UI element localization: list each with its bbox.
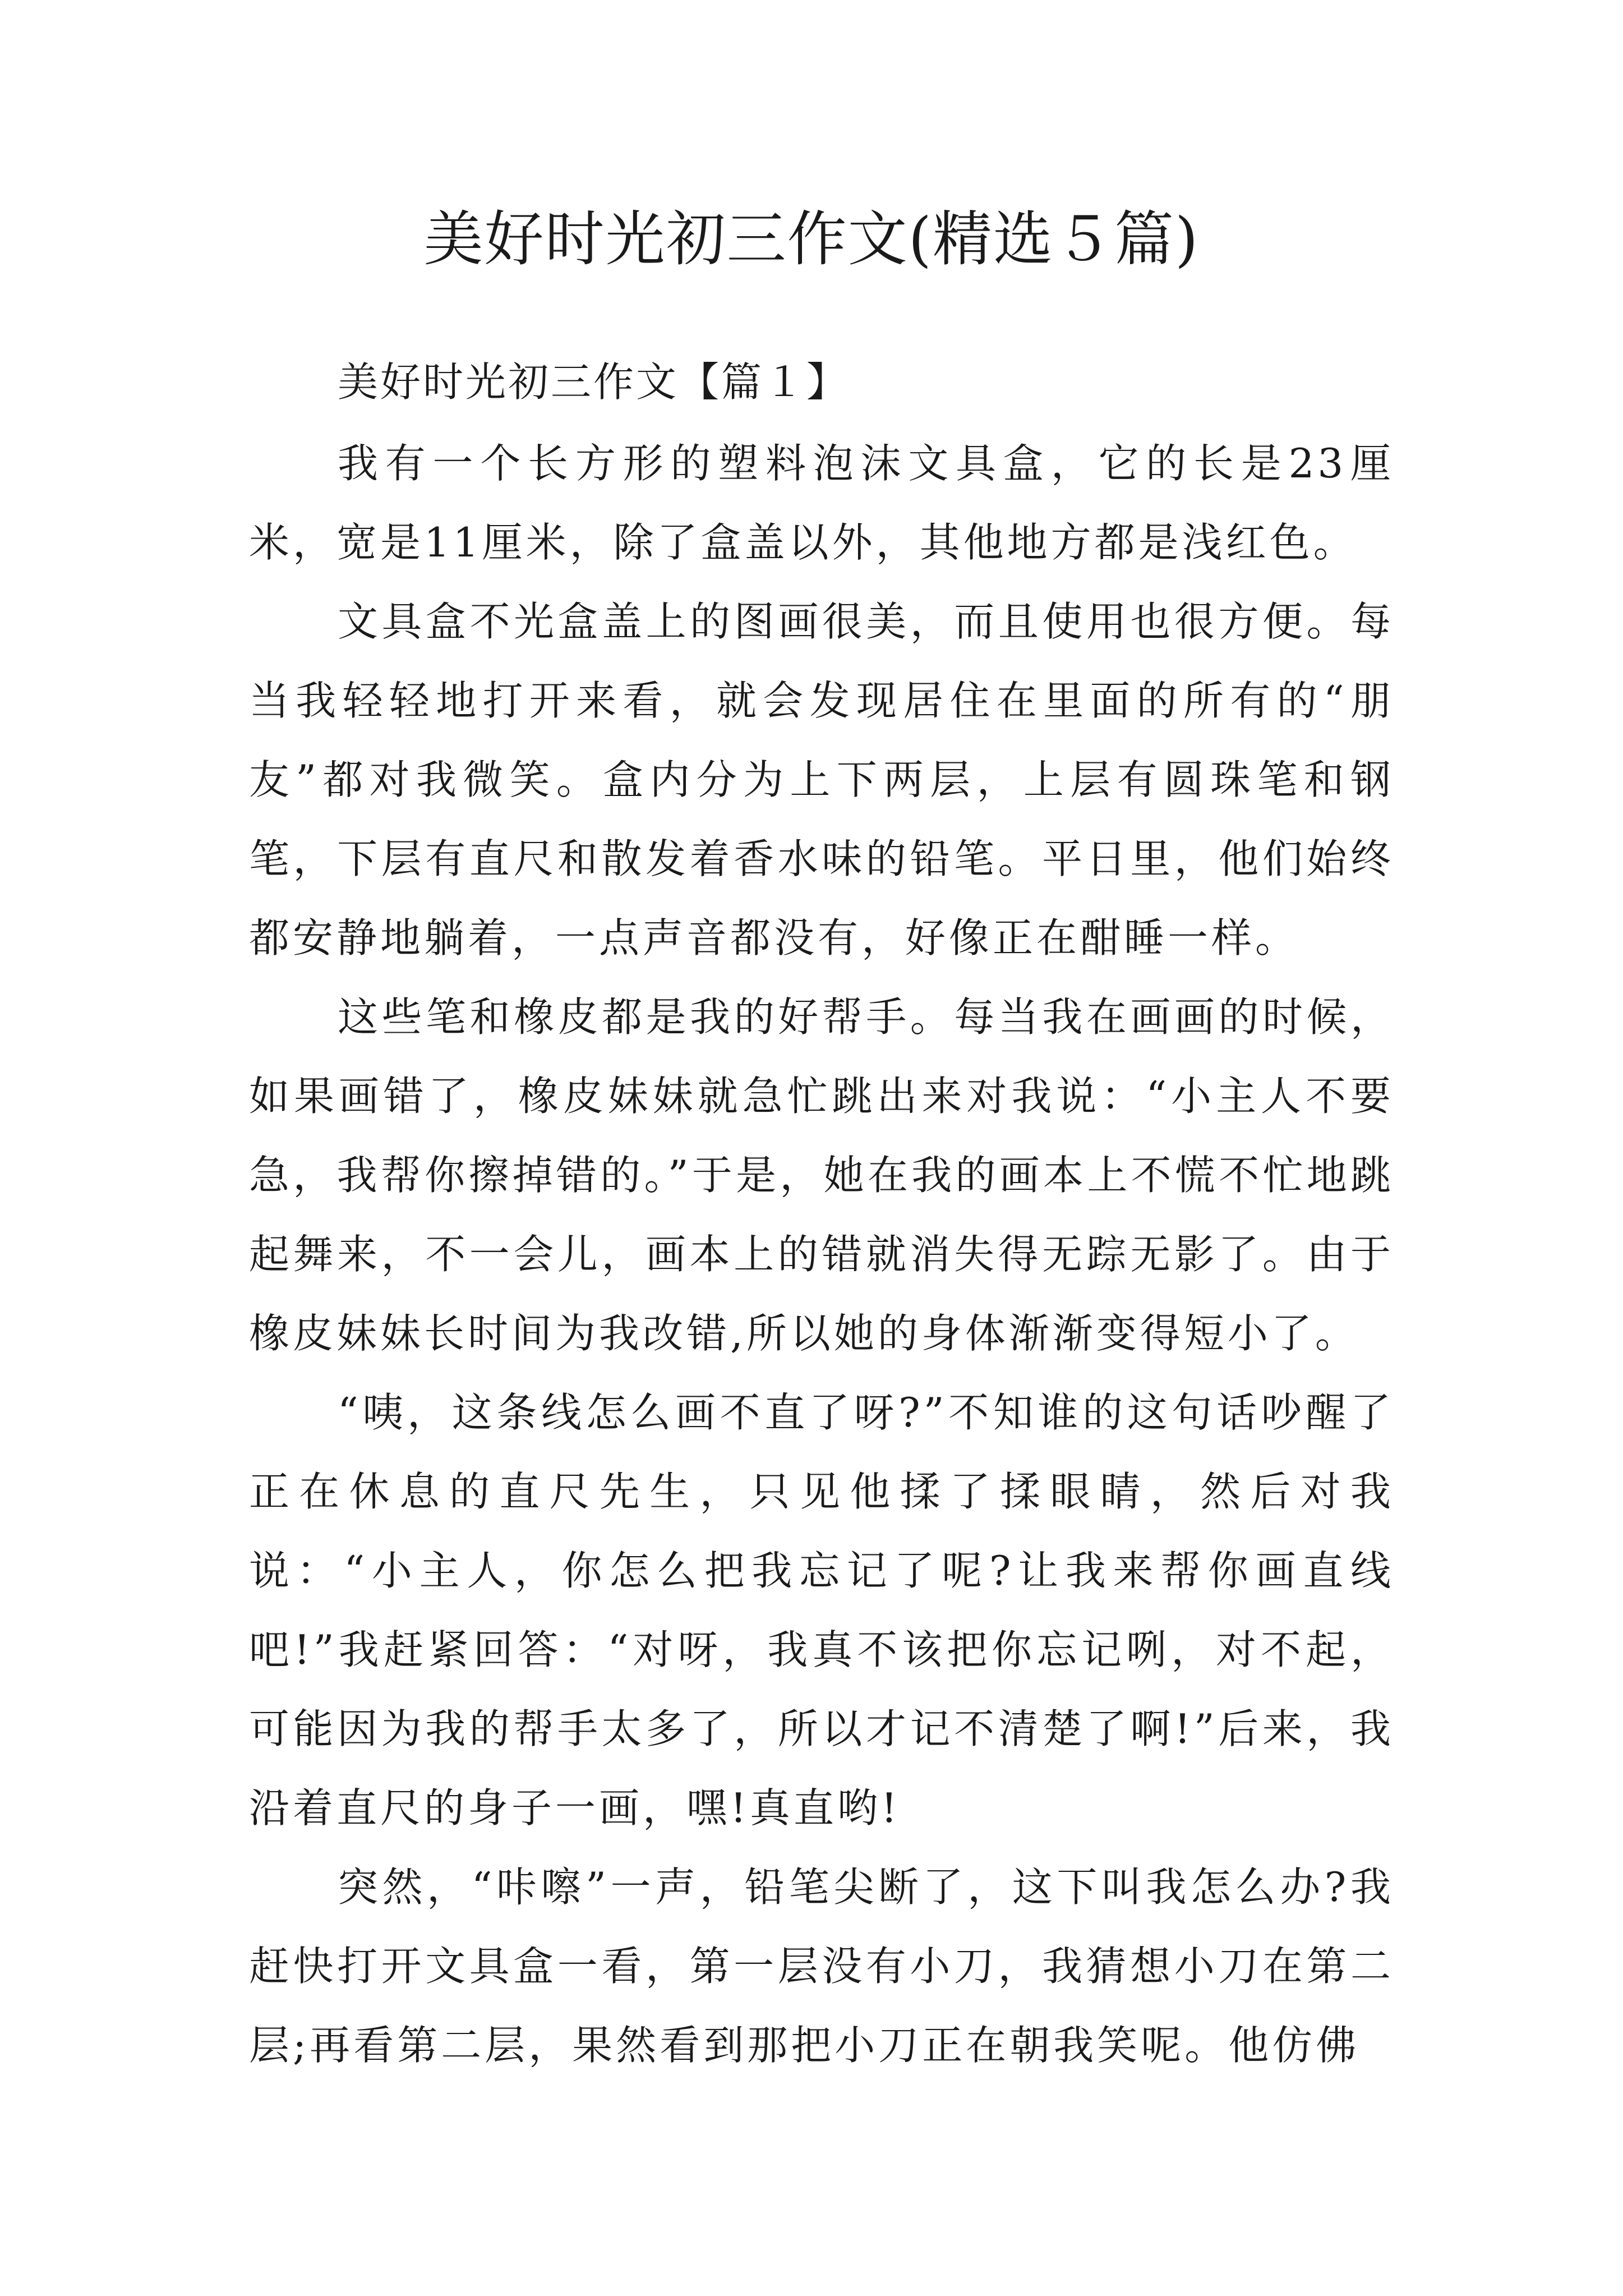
document-body bbox=[249, 340, 1394, 2085]
paragraph: 我有一个长方形的塑料泡沫文具盒，它的长是23厘米，宽是11厘米，除了盒盖以外，其他地方都是浅红色。 bbox=[249, 440, 1394, 566]
section-heading: 美好时光初三作文【篇１】 bbox=[338, 358, 850, 406]
paragraph: “咦，这条线怎么画不直了呀?”不知谁的这句话吵醒了正在休息的直尺先生，只见他揉了揉眼睛，然后对我说：“小主人，你怎么把我忘记了呢?让我来帮你画直线吧!”我赶紧回答：“对呀，我真不该把你忘记咧，对不起，可能因为我的帮手太多了，所以才记不清楚了啊!”后来，我沿着直尺的身子一画，嘿!真直哟! bbox=[249, 1389, 1394, 1832]
document-title: 美好时光初三作文(精选５篇) bbox=[423, 205, 1200, 274]
paragraph: 这些笔和橡皮都是我的好帮手。每当我在画画的时候，如果画错了，橡皮妹妹就急忙跳出来对我说：“小主人不要急，我帮你擦掉错的。”于是，她在我的画本上不慌不忙地跳起舞来，不一会儿，画本上的错就消失得无踪无影了。由于橡皮妹妹长时间为我改错,所以她的身体渐渐变得短小了。 bbox=[249, 993, 1394, 1357]
paragraph: 文具盒不光盒盖上的图画很美，而且使用也很方便。每当我轻轻地打开来看，就会发现居住在里面的所有的“朋友”都对我微笑。盒内分为上下两层，上层有圆珠笔和钢笔，下层有直尺和散发着香水味的铅笔。平日里，他们始终都安静地躺着，一点声音都没有，好像正在酣睡一样。 bbox=[249, 598, 1394, 961]
paragraph: 突然，“咔嚓”一声，铅笔尖断了，这下叫我怎么办?我赶快打开文具盒一看，第一层没有小刀，我猜想小刀在第二层;再看第二层，果然看到那把小刀正在朝我笑呢。他仿佛 bbox=[249, 1864, 1394, 2069]
